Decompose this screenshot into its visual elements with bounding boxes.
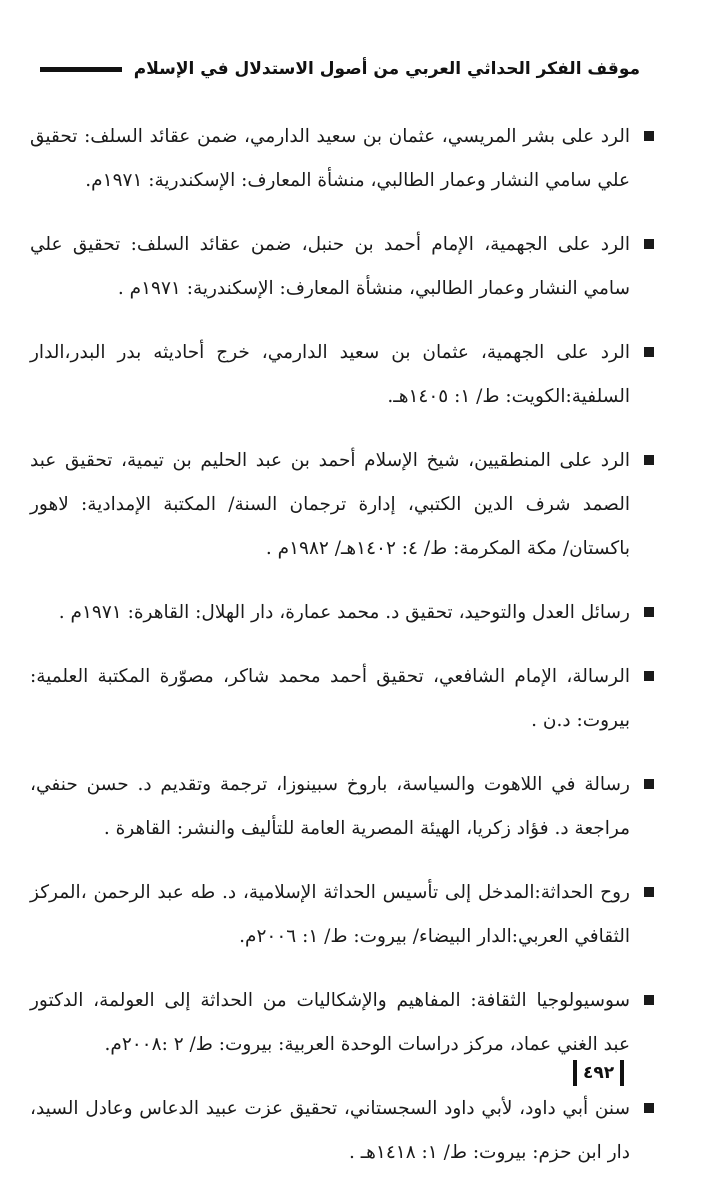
- bibliography-entry: [30, 871, 630, 959]
- bibliography-entry-text: رسائل العدل والتوحيد، تحقيق د. محمد عمارة، دار الهلال: القاهرة: ١٩٧١م .: [58, 602, 630, 623]
- bibliography-entry-text: سنن أبي داود، لأبي داود السجستاني، تحقيق عزت عبيد الدعاس وعادل السيد، دار ابن حزم: بيروت: ط/ ١: ١٤١٨هـ .: [30, 1098, 630, 1163]
- square-bullet-icon: [644, 671, 654, 681]
- square-bullet-icon: [644, 347, 654, 357]
- bibliography-entry-text: الرد على الجهمية، عثمان بن سعيد الدارمي، خرج أحاديثه بدر البدر،الدار السلفية:الكويت: ط/ ١: ١٤٠٥هـ.: [30, 342, 630, 407]
- bibliography-entry: [30, 331, 630, 419]
- bibliography-entry: [30, 591, 630, 635]
- square-bullet-icon: [644, 779, 654, 789]
- square-bullet-icon: [644, 131, 654, 141]
- bibliography-entry-text: روح الحداثة:المدخل إلى تأسيس الحداثة الإسلامية، د. طه عبد الرحمن ،المركز الثقافي العربي:الدار البيضاء/ بيروت: ط/ ١: ٢٠٠٦م.: [30, 882, 630, 947]
- square-bullet-icon: [644, 887, 654, 897]
- bibliography-entry-text: سوسيولوجيا الثقافة: المفاهيم والإشكاليات من الحداثة إلى العولمة، الدكتور عبد الغني عماد، مركز دراسات الوحدة العربية: بيروت: ط/ ٢ :٢٠٠٨م.: [30, 990, 630, 1055]
- square-bullet-icon: [644, 239, 654, 249]
- bibliography-entry-text: الرسالة، الإمام الشافعي، تحقيق أحمد محمد شاكر، مصوّرة المكتبة العلمية: بيروت: د.ن .: [30, 666, 630, 731]
- square-bullet-icon: [644, 995, 654, 1005]
- running-header-title: موقف الفكر الحداثي العربي من أصول الاستدلال في الإسلام: [133, 59, 640, 79]
- bibliography-entry: [30, 979, 630, 1067]
- bibliography-entry: [30, 439, 630, 571]
- square-bullet-icon: [644, 455, 654, 465]
- bibliography-list: [30, 115, 630, 1195]
- bibliography-entry: [30, 1087, 630, 1175]
- bibliography-entry-text: الرد على الجهمية، الإمام أحمد بن حنبل، ضمن عقائد السلف: تحقيق علي سامي النشار وعمار الطالبي، منشأة المعارف: الإسكندرية: ١٩٧١م .: [30, 234, 630, 299]
- bibliography-entry: [30, 115, 630, 203]
- bibliography-entry: [30, 763, 630, 851]
- header-rule: [40, 67, 122, 72]
- bibliography-entry-text: رسالة في اللاهوت والسياسة، باروخ سبينوزا، ترجمة وتقديم د. حسن حنفي، مراجعة د. فؤاد زكريا، الهيئة المصرية العامة للتأليف والنشر: القاهرة .: [30, 774, 630, 839]
- bibliography-entry: [30, 655, 630, 743]
- bibliography-entry-text: الرد على المنطقيين، شيخ الإسلام أحمد بن عبد الحليم بن تيمية، تحقيق عبد الصمد شرف الدين الكتبي، إدارة ترجمان السنة/ المكتبة الإمدادية: لاهور باكستان/ مكة المكرمة: ط/ ٤: ١٤٠٢هـ/ ١٩٨٢م .: [30, 450, 630, 559]
- square-bullet-icon: [644, 607, 654, 617]
- bibliography-entry-text: الرد على بشر المريسي، عثمان بن سعيد الدارمي، ضمن عقائد السلف: تحقيق علي سامي النشار وعمار الطالبي، منشأة المعارف: الإسكندرية: ١٩٧١م.: [30, 126, 630, 191]
- bibliography-entry: [30, 223, 630, 311]
- page-number: ٤٩٢: [573, 1060, 624, 1086]
- running-header: [40, 52, 640, 86]
